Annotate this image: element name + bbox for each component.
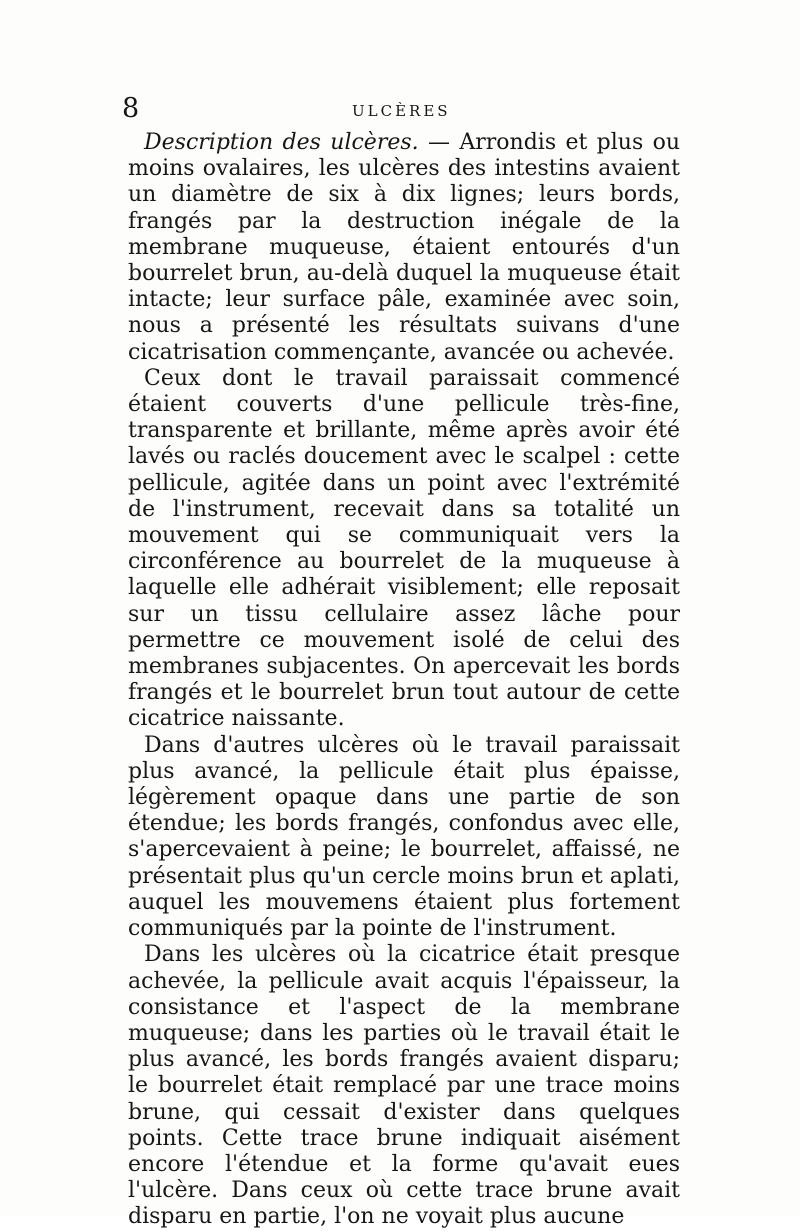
running-head: ULCÈRES xyxy=(352,102,451,120)
paragraph-advanced: Dans d'autres ulcères où le travail paraissait plus avancé, la pellicule était plus épaisse, légèrement opaque dans une partie de son étendue; les bords frangés, confondus avec elle, s'apercevaient à peine; le bourrelet, affaissé, ne présentait plus qu'un cercle moins brun et aplati, auquel les mouvemens étaient plus fortement communiqués par la pointe de l'instrument. xyxy=(128,732,680,942)
paragraph-description-text: — Arrondis et plus ou moins ovalaires, les ulcères des intestins avaient un diamètre de six à dix lignes; leurs bords, frangés par la destruction inégale de la membrane muqueuse, étaient entourés d'un bourrelet brun, au-delà duquel la muqueuse était intacte; leur surface pâle, examinée avec soin, nous a présenté les résultats suivans d'une cicatrisation commençante, avancée ou achevée. xyxy=(128,130,680,365)
page-header xyxy=(122,94,682,124)
body-text xyxy=(128,130,680,1231)
paragraph-commencing: Ceux dont le travail paraissait commencé étaient couverts d'une pellicule très-fine, transparente et brillante, même après avoir été lavés ou raclés doucement avec le scalpel : cette pellicule, agitée dans un point avec l'extrémité de l'instrument, recevait dans sa totalité un mouvement qui se communiquait vers la circonférence au bourrelet de la muqueuse à laquelle elle adhérait visiblement; elle reposait sur un tissu cellulaire assez lâche pour permettre ce mouvement isolé de celui des membranes subjacentes. On apercevait les bords frangés et le bourrelet brun tout autour de cette cicatrice naissante. xyxy=(128,365,680,732)
paragraph-nearly-complete: Dans les ulcères où la cicatrice était presque achevée, la pellicule avait acquis l'épaisseur, la consistance et l'aspect de la membrane muqueuse; dans les parties où le travail était le plus avancé, les bords frangés avaient disparu; le bourrelet était remplacé par une trace moins brune, qui cessait d'exister dans quelques points. Cette trace brune indiquait aisément encore l'étendue et la forme qu'avait eues l'ulcère. Dans ceux où cette trace brune avait disparu en partie, l'on ne voyait plus aucune xyxy=(128,942,680,1230)
section-heading: Description des ulcères. xyxy=(144,130,419,155)
page-number: 8 xyxy=(122,93,140,124)
paragraph-description xyxy=(128,130,680,366)
